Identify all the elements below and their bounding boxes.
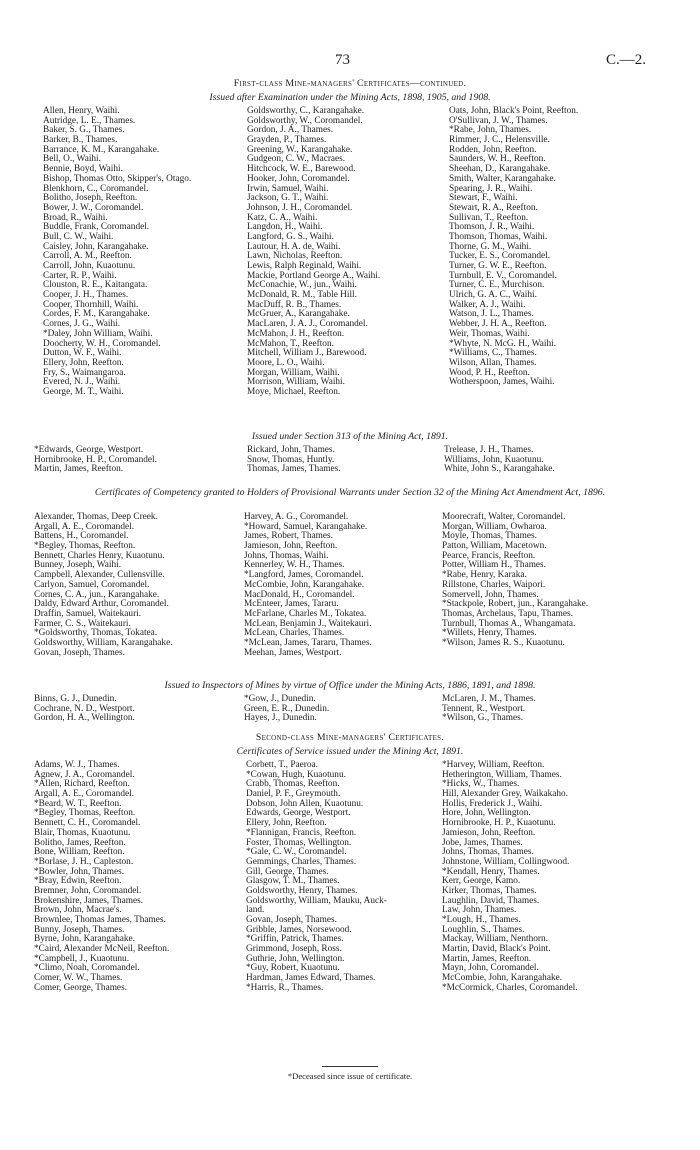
name-entry: Webber, J. H. A., Reefton. bbox=[449, 319, 547, 330]
name-entry: Rillstone, Charles, Waipori. bbox=[442, 579, 546, 590]
name-entry: McMahon, J. H., Reefton. bbox=[247, 328, 345, 339]
name-column bbox=[442, 695, 536, 724]
name-column bbox=[244, 513, 442, 658]
name-entry: Mackie, Portland George A., Waihi. bbox=[247, 270, 381, 281]
name-entry: Martin, James, Reefton. bbox=[34, 464, 124, 475]
name-entry: *Harris, R., Thames. bbox=[246, 982, 324, 993]
name-entry: *Climo, Noah, Coromandel. bbox=[34, 963, 140, 974]
name-entry: *Hicks, W., Thames. bbox=[442, 779, 520, 790]
name-entry: *Caird, Alexander McNeil, Reefton. bbox=[34, 944, 170, 955]
name-entry: Johnson, J. H., Coromandel. bbox=[247, 202, 353, 213]
name-entry: *Williams, C., Thames. bbox=[449, 348, 537, 359]
name-entry: Patton, William, Macetown. bbox=[442, 541, 547, 552]
name-entry: Dobson, John Allen, Kuaotunu. bbox=[246, 798, 364, 809]
name-entry: Cornes, C. A., jun., Karangahake. bbox=[34, 589, 160, 600]
name-entry: Katz, C. A., Waihi. bbox=[247, 212, 318, 223]
name-entry: Moore, L. O., Waihi. bbox=[247, 357, 325, 368]
name-entry: *Lough, H., Thames. bbox=[442, 915, 521, 925]
name-entry: Potter, William H., Thames. bbox=[442, 560, 547, 571]
name-entry: Glasgow, T. M., Thames. bbox=[246, 876, 340, 887]
name-entry: Thomas, James, Thames. bbox=[247, 464, 341, 475]
name-entry: *Rabe, John, Thames. bbox=[449, 125, 532, 136]
name-entry: Hitchcock, W. E., Barewood. bbox=[247, 164, 356, 175]
name-entry: Lewis, Ralph Reginald, Waihi. bbox=[247, 261, 362, 271]
name-entry: Jamieson, John, Reefton. bbox=[442, 827, 536, 838]
name-entry: Bower, J. W., Coromandel. bbox=[43, 202, 144, 213]
name-entry: Goldsworthy, William, Mauku, Auck- bbox=[246, 895, 387, 906]
name-entry: Rodden, John, Reefton. bbox=[449, 144, 537, 155]
name-column bbox=[442, 761, 578, 994]
name-entry: Doocherty, W. H., Coromandel. bbox=[43, 338, 161, 349]
name-entry: *Edwards, George, Westport. bbox=[34, 445, 144, 455]
name-entry: Gudgeon, C. W., Macraes. bbox=[247, 154, 346, 165]
name-entry: Caisley, John, Karangahake. bbox=[43, 241, 149, 252]
name-entry: Bell, O., Waihi. bbox=[43, 154, 101, 165]
name-entry: Baker, S. G., Thames. bbox=[43, 125, 125, 136]
name-entry: Turner, C. E., Murchison. bbox=[449, 280, 545, 291]
name-entry: Broad, R., Waihi. bbox=[43, 212, 108, 223]
name-entry: Dutton, W. F., Waihi. bbox=[43, 348, 122, 359]
name-entry: Johns, Thomas, Waihi. bbox=[244, 550, 329, 561]
name-entry: Trelease, J. H., Thames. bbox=[444, 445, 534, 455]
name-entry: Martin, David, Black's Point. bbox=[442, 944, 551, 955]
name-entry: McMahon, T., Reefton. bbox=[247, 338, 334, 349]
name-entry: Blair, Thomas, Kuaotunu. bbox=[34, 827, 131, 838]
name-entry: McEnteer, James, Tararu. bbox=[244, 599, 339, 610]
name-entry: Gribble, James, Norsewood. bbox=[246, 924, 352, 935]
name-entry: Laughlin, David, Thames. bbox=[442, 895, 540, 906]
name-entry: Bremner, John, Coromandel. bbox=[34, 885, 142, 896]
name-entry: Moye, Michael, Reefton. bbox=[247, 386, 341, 397]
name-entry: Gemmings, Charles, Thames. bbox=[246, 856, 357, 867]
name-entry: Carroll, A. M., Reefton. bbox=[43, 251, 132, 262]
name-entry: Hardman, James Edward, Thames. bbox=[246, 973, 376, 984]
name-entry: George, M. T., Waihi. bbox=[43, 386, 124, 397]
name-entry: Sheehan, D., Karangahake. bbox=[449, 164, 551, 175]
name-entry: Ulrich, G. A. C., Waihi. bbox=[449, 290, 537, 301]
name-entry: Kerr, George, Kamo. bbox=[442, 876, 521, 887]
name-entry: Govan, Joseph, Thames. bbox=[34, 647, 125, 658]
section-subtitle-section-313: Issued under Section 313 of the Mining Act, 1891. bbox=[251, 431, 449, 442]
name-entry: Brown, John, Macrae's. bbox=[34, 905, 122, 916]
name-entry: Cooper, J. H., Thames. bbox=[43, 290, 129, 301]
name-entry: Ellery, John, Reefton. bbox=[43, 357, 124, 368]
name-entry: Spearing, J. R., Waihi. bbox=[449, 183, 533, 194]
name-entry: Corbett, T., Paeroa. bbox=[246, 760, 318, 770]
name-entry: Rimmer, J. C., Helensville. bbox=[449, 135, 550, 146]
name-entry: McCombie, John, Karangahake. bbox=[442, 973, 563, 984]
name-entry: Wood, P. H., Reefton. bbox=[449, 367, 530, 378]
name-entry: *McLean, James, Tararu, Thames. bbox=[244, 637, 372, 648]
section-subtitle-service: Certificates of Service issued under the Mining Act, 1891. bbox=[236, 746, 464, 757]
name-entry: Stewart, F., Waihi. bbox=[449, 193, 518, 204]
name-entry: Smith, Walter, Karangahake. bbox=[449, 173, 556, 184]
name-entry: Argall, A. E., Coromandel. bbox=[34, 521, 135, 532]
name-entry: Hayes, J., Dunedin. bbox=[244, 713, 317, 724]
name-entry: Agnew, J. A., Coromandel. bbox=[34, 769, 135, 780]
name-entry: Grimmond, Joseph, Ross. bbox=[246, 944, 342, 955]
name-entry: Watson, J. L., Thames. bbox=[449, 309, 534, 320]
name-entry: Carter, R. P., Waihi. bbox=[43, 270, 117, 281]
name-entry: Tennent, R., Westport. bbox=[442, 703, 526, 714]
name-entry: Lawn, Nicholas, Reefton. bbox=[247, 251, 343, 262]
name-column bbox=[34, 761, 246, 994]
name-entry: Daldy, Edward Arthur, Coromandel. bbox=[34, 599, 169, 610]
name-entry: Langford, G. S., Waihi. bbox=[247, 231, 334, 242]
name-entry: Rickard, John, Thames. bbox=[247, 445, 335, 455]
name-entry: Moorecraft, Walter, Coromandel. bbox=[442, 512, 566, 522]
name-entry: Carlyon, Samuel, Coromandel. bbox=[34, 579, 150, 590]
name-entry: White, John S., Karangahake. bbox=[444, 464, 555, 475]
name-entry: *Cowan, Hugh, Kuaotunu. bbox=[246, 769, 346, 780]
name-entry: Evered, N. J., Waihi. bbox=[43, 377, 121, 388]
section-subtitle-inspectors: Issued to Inspectors of Mines by virtue of Office under the Mining Acts, 1886, 1891, and 1898. bbox=[164, 680, 536, 691]
footnote: *Deceased since issue of certificate. bbox=[287, 1071, 413, 1081]
name-entry: *Griffin, Patrick, Thames. bbox=[246, 934, 344, 945]
name-entry: Weir, Thomas, Waihi. bbox=[449, 328, 530, 339]
name-entry: Clouston, R. E., Kaitangata. bbox=[43, 280, 148, 291]
name-entry: *Gale, C. W., Coromandel. bbox=[246, 847, 347, 858]
name-entry: Bolitho, James, Reefton. bbox=[34, 837, 126, 848]
name-columns-provisional-warrants bbox=[34, 513, 588, 658]
name-entry: Jobe, James, Thames. bbox=[442, 837, 523, 848]
name-entry: Law, John, Thames. bbox=[442, 905, 517, 916]
name-column bbox=[247, 107, 449, 398]
name-entry: Hornibrooke, H. P., Kuaotunu. bbox=[442, 818, 556, 829]
name-entry: Goldsworthy, Henry, Thames. bbox=[246, 885, 358, 896]
name-entry: Barker, B., Thames. bbox=[43, 135, 118, 146]
name-columns-section-313 bbox=[34, 446, 555, 475]
name-entry: Goldsworthy, C., Karangahake. bbox=[247, 106, 365, 116]
name-entry: *Whyte, N. McG. H., Waihi. bbox=[449, 338, 557, 349]
name-entry: Turnbull, E. V., Coromandel. bbox=[449, 270, 557, 281]
name-entry: Somervell, John, Thames. bbox=[442, 589, 539, 600]
name-entry: Autridge, L. E., Thames. bbox=[43, 115, 136, 126]
name-entry: *Flannigan, Francis, Reefton. bbox=[246, 827, 357, 838]
name-entry: James, Robert, Thames. bbox=[244, 531, 333, 542]
name-entry: Bennett, C. H., Coromandel. bbox=[34, 818, 141, 829]
name-entry: Bunney, Joseph, Waihi. bbox=[34, 560, 122, 571]
name-entry: Bishop, Thomas Otto, Skipper's, Otago. bbox=[43, 173, 192, 184]
footnote-divider bbox=[322, 1066, 378, 1067]
name-entry: Ellery, John, Reefton. bbox=[246, 818, 327, 829]
name-entry: Pearce, Francis, Reefton. bbox=[442, 550, 536, 561]
name-entry: *Stackpole, Robert, jun., Karangahake. bbox=[442, 599, 589, 610]
name-entry: Govan, Joseph, Thames. bbox=[246, 915, 337, 925]
name-entry: *Begley, Thomas, Reefton. bbox=[34, 808, 136, 819]
name-entry: Thorne, G. M., Waihi. bbox=[449, 241, 532, 252]
name-entry: Irwin, Samuel, Waihi. bbox=[247, 183, 329, 194]
name-entry: *Gow, J., Dunedin. bbox=[244, 694, 316, 704]
name-entry: Oats, John, Black's Point, Reefton. bbox=[449, 106, 579, 116]
name-entry: Bolitho, Joseph, Reefton. bbox=[43, 193, 138, 204]
name-entry: Kennerley, W. H., Thames. bbox=[244, 560, 345, 571]
name-entry: Greening, W., Karangahake. bbox=[247, 144, 353, 155]
name-entry: *Begley, Thomas, Reefton. bbox=[34, 541, 136, 552]
name-entry: Bennett, Charles Henry, Kuaotunu. bbox=[34, 550, 165, 561]
name-entry: Goldsworthy, W., Coromandel. bbox=[247, 115, 363, 126]
name-entry: Gordon, H. A., Wellington. bbox=[34, 713, 135, 724]
name-column bbox=[246, 761, 442, 994]
name-entry: land. bbox=[246, 905, 265, 916]
name-entry: Hollis, Frederick J., Waihi. bbox=[442, 798, 543, 809]
name-entry: Grayden, P., Thames. bbox=[247, 135, 327, 146]
name-entry: Brownlee, Thomas James, Thames. bbox=[34, 915, 166, 925]
name-entry: Cochrane, N. D., Westport. bbox=[34, 703, 135, 714]
name-entry: Binns, G. J., Dunedin. bbox=[34, 694, 117, 704]
name-entry: Fry, S., Waimangaroa. bbox=[43, 367, 126, 378]
name-entry: Bone, William, Reefton. bbox=[34, 847, 125, 858]
name-entry: Bull, C. W., Waihi. bbox=[43, 231, 114, 242]
name-columns-inspectors bbox=[34, 695, 536, 724]
name-entry: *Harvey, William, Reefton. bbox=[442, 760, 545, 770]
name-entry: Farmer, C. S., Waitekauri. bbox=[34, 618, 131, 629]
name-columns-service bbox=[34, 761, 578, 994]
name-entry: McDonald, R. M., Table Hill. bbox=[247, 290, 357, 301]
name-entry: Thomas, Archelaus, Tapu, Thames. bbox=[442, 608, 573, 619]
name-column bbox=[43, 107, 247, 398]
name-entry: *Allen, Richard, Reefton. bbox=[34, 779, 130, 790]
name-entry: Carroll, John, Kuaotunu. bbox=[43, 261, 136, 271]
name-entry: Moyle, Thomas, Thames. bbox=[442, 531, 537, 542]
name-entry: Cordes, F. M., Karangahake. bbox=[43, 309, 150, 320]
page-reference: C.—2. bbox=[606, 52, 647, 68]
name-entry: Lautour, H. A. de, Waihi. bbox=[247, 241, 341, 252]
name-entry: Daniel, P. F., Greymouth. bbox=[246, 789, 341, 800]
name-column bbox=[34, 513, 244, 658]
name-entry: Jackson, G. T., Waihi. bbox=[247, 193, 329, 204]
name-entry: Brokenshire, James, Thames. bbox=[34, 895, 144, 906]
name-entry: Walker, A. J., Waihi. bbox=[449, 299, 526, 310]
name-entry: *Bowler, John, Thames. bbox=[34, 866, 125, 877]
page-number: 73 bbox=[335, 52, 350, 68]
name-column bbox=[244, 695, 442, 724]
section-title-first-class: First-class Mine-managers' Certificates—continued. bbox=[233, 78, 467, 89]
name-entry: Turnbull, Thomas A., Whangamata. bbox=[442, 618, 576, 629]
name-column bbox=[444, 446, 555, 475]
name-entry: Johnstone, William, Collingwood. bbox=[442, 856, 570, 867]
name-entry: Barrance, K. M., Karangahake. bbox=[43, 144, 160, 155]
name-entry: Gordon, J. A., Thames. bbox=[247, 125, 334, 136]
name-entry: McCombie, John, Karangahake. bbox=[244, 579, 365, 590]
name-entry: *Borlase, J. H., Capleston. bbox=[34, 856, 134, 867]
name-entry: McLean, Charles, Thames. bbox=[244, 628, 345, 639]
name-entry: Edwards, George, Westport. bbox=[246, 808, 351, 819]
name-entry: *Goldsworthy, Thomas, Tokatea. bbox=[34, 628, 158, 639]
name-column bbox=[442, 513, 588, 658]
name-entry: Mitchell, William J., Barewood. bbox=[247, 348, 367, 359]
name-entry: Cornes, J. G., Waihi. bbox=[43, 319, 121, 330]
name-entry: Adams, W. J., Thames. bbox=[34, 760, 120, 770]
name-entry: Hornibrooke, H. P., Coromandel. bbox=[34, 454, 157, 465]
name-entry: Comer, W. W., Thames. bbox=[34, 973, 123, 984]
name-entry: Bunny, Joseph, Thames. bbox=[34, 924, 125, 935]
name-entry: *Campbell, J., Kuaotunu. bbox=[34, 953, 130, 964]
name-entry: Johns, Thomas, Thames. bbox=[442, 847, 534, 858]
name-entry: Meehan, James, Westport. bbox=[244, 647, 342, 658]
name-entry: Buddle, Frank, Coromandel. bbox=[43, 222, 150, 233]
name-entry: Jamieson, John, Reefton. bbox=[244, 541, 338, 552]
name-entry: Wotherspoon, James, Waihi. bbox=[449, 377, 555, 388]
name-entry: Crabb, Thomas, Reefton. bbox=[246, 779, 340, 790]
name-entry: Thomson, Thomas, Waihi. bbox=[449, 231, 548, 242]
name-entry: Campbell, Alexander, Cullensville. bbox=[34, 570, 165, 581]
name-entry: McConachie, W., jun., Waihi. bbox=[247, 280, 357, 291]
name-entry: Turner, G. W. E., Reefton. bbox=[449, 261, 547, 271]
name-entry: Loughlin, S., Thames. bbox=[442, 924, 525, 935]
name-entry: *Wilson, G., Thames. bbox=[442, 713, 524, 724]
name-entry: *Kendall, Henry, Thames. bbox=[442, 866, 540, 877]
name-entry: Bennie, Boyd, Waihi. bbox=[43, 164, 123, 175]
section-subtitle-provisional-warrants: Certificates of Competency granted to Holders of Provisional Warrants under Section 32 of the Mining Act Amendment Act, 1896. bbox=[94, 487, 606, 498]
name-entry: Tucker, E. S., Coromandel. bbox=[449, 251, 551, 262]
name-entry: *Langford, James, Coromandel. bbox=[244, 570, 364, 581]
name-entry: Battens, H., Coromandel. bbox=[34, 531, 129, 542]
name-entry: Langdon, H., Waihi. bbox=[247, 222, 323, 233]
name-entry: MacLaren, J. A. J., Coromandel. bbox=[247, 319, 368, 330]
name-column bbox=[34, 695, 244, 724]
name-entry: Stewart, R. A., Reefton. bbox=[449, 202, 538, 213]
name-entry: Williams, John, Kuaotunu. bbox=[444, 454, 544, 465]
name-entry: Hill, Alexander Grey, Waikakaho. bbox=[442, 789, 569, 800]
name-entry: Argall, A. E., Coromandel. bbox=[34, 789, 135, 800]
name-entry: *Howard, Samuel, Karangahake. bbox=[244, 521, 368, 532]
section-subtitle-examination: Issued after Examination under the Mining Acts, 1898, 1905, and 1908. bbox=[209, 92, 491, 103]
name-entry: Guthrie, John, Wellington. bbox=[246, 953, 345, 964]
name-entry: Comer, George, Thames. bbox=[34, 982, 128, 993]
name-entry: McFarlane, Charles M., Tokatea. bbox=[244, 608, 367, 619]
name-entry: *Guy, Robert, Kuaotunu. bbox=[246, 963, 340, 974]
name-entry: Morrison, William, Waihi. bbox=[247, 377, 345, 388]
name-entry: Morgan, William, Waihi. bbox=[247, 367, 340, 378]
name-entry: Morgan, William, Owharoa. bbox=[442, 521, 547, 532]
name-entry: Foster, Thomas, Wellington. bbox=[246, 837, 352, 848]
name-entry: *Beard, W. T., Reefton. bbox=[34, 798, 122, 809]
name-entry: Gill, George, Thames. bbox=[246, 866, 329, 877]
name-entry: Cooper, Thornhill, Waihi. bbox=[43, 299, 139, 310]
name-entry: Martin, James, Reefton. bbox=[442, 953, 532, 964]
name-entry: Alexander, Thomas, Deep Creek. bbox=[34, 512, 158, 522]
name-entry: Saunders, W. H., Reefton. bbox=[449, 154, 546, 165]
name-columns-examination bbox=[43, 107, 578, 398]
name-entry: *Wilson, James R. S., Kuaotunu. bbox=[442, 637, 565, 648]
name-column bbox=[34, 446, 247, 475]
name-entry: McGruer, A., Karangahake. bbox=[247, 309, 350, 320]
name-entry: Hore, John, Wellington. bbox=[442, 808, 531, 819]
name-entry: Hetherington, William, Thames. bbox=[442, 769, 562, 780]
name-entry: Green, E. R., Dunedin. bbox=[244, 703, 330, 714]
name-entry: Wilson, Allan, Thames. bbox=[449, 357, 537, 368]
name-entry: Mackay, William, Nenthorn. bbox=[442, 934, 548, 945]
name-entry: Draffin, Samuel, Waitekauri. bbox=[34, 608, 142, 619]
name-column bbox=[449, 107, 578, 398]
name-entry: Harvey, A. G., Coromandel. bbox=[244, 512, 349, 522]
name-entry: Thomson, J. R., Waihi. bbox=[449, 222, 535, 233]
name-entry: McLaren, J. M., Thames. bbox=[442, 694, 536, 704]
name-entry: McLean, Benjamin J., Waitekauri. bbox=[244, 618, 372, 629]
name-entry: MacDonald, H., Coromandel. bbox=[244, 589, 355, 600]
name-entry: O'Sullivan, J. W., Thames. bbox=[449, 115, 548, 126]
name-entry: Goldsworthy, William, Karangahake. bbox=[34, 637, 173, 648]
name-entry: Hooker, John, Coromandel. bbox=[247, 173, 350, 184]
name-entry: MacDuff, R. B., Thames. bbox=[247, 299, 342, 310]
name-entry: *McCormick, Charles, Coromandel. bbox=[442, 982, 578, 993]
name-column bbox=[247, 446, 444, 475]
section-title-second-class: Second-class Mine-managers' Certificates. bbox=[255, 732, 445, 743]
name-entry: Blenkhorn, C., Coromandel. bbox=[43, 183, 149, 194]
name-entry: Snow, Thomas, Huntly. bbox=[247, 454, 335, 465]
name-entry: *Willets, Henry, Thames. bbox=[442, 628, 537, 639]
name-entry: Mayn, John, Coromandel. bbox=[442, 963, 539, 974]
name-entry: Allen, Henry, Waihi. bbox=[43, 106, 120, 116]
name-entry: *Daley, John William, Waihi. bbox=[43, 328, 153, 339]
name-entry: Kirker, Thomas, Thames. bbox=[442, 885, 537, 896]
name-entry: *Rabe, Henry, Karaka. bbox=[442, 570, 527, 581]
name-entry: *Bray, Edwin, Reefton. bbox=[34, 876, 122, 887]
name-entry: Sullivan, T., Reefton. bbox=[449, 212, 529, 223]
name-entry: Byrne, John, Karangahake. bbox=[34, 934, 135, 945]
